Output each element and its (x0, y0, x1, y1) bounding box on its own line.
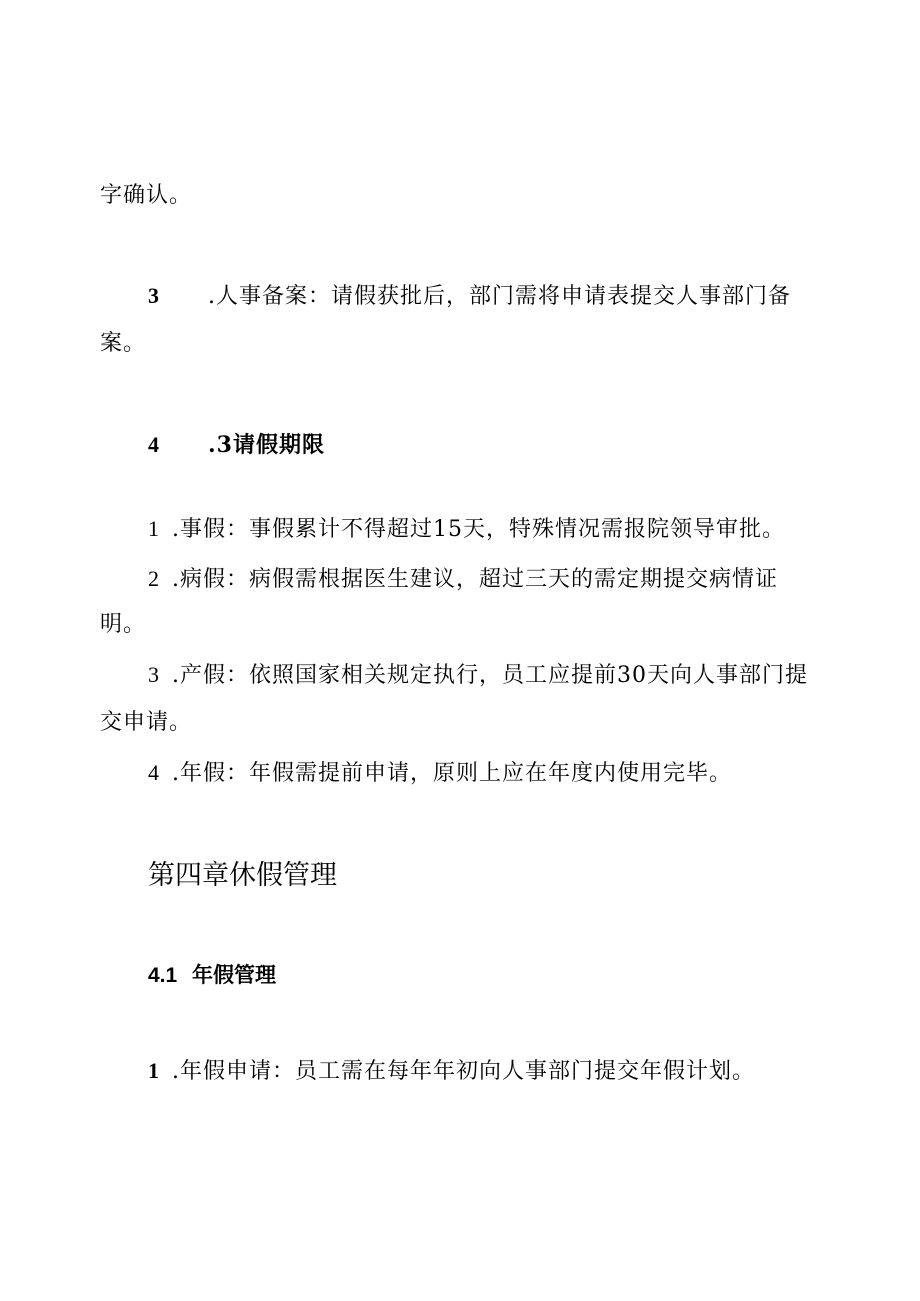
list-item-annual-leave (148, 759, 732, 788)
list-item-annual-application (148, 1057, 755, 1086)
list-item-personal-leave (148, 515, 785, 544)
list-item-number: 4 (148, 760, 160, 785)
list-item-number: 1 (148, 516, 160, 541)
list-item-number: 3 (148, 283, 160, 308)
section-number: 4 (148, 432, 160, 457)
section-heading-4-3 (148, 431, 325, 459)
section-heading-4-1 (148, 961, 276, 990)
list-item-text: .年假申请：员工需在每年年初向人事部门提交年假计划。 (172, 1059, 755, 1084)
list-item-number: 1 (148, 1058, 160, 1083)
list-item-text: .病假：病假需根据医生建议，超过三天的需定期提交病情证 (172, 567, 778, 592)
chapter-heading: 第四章休假管理 (148, 860, 337, 891)
list-item-continuation: 交申请。 (100, 710, 193, 735)
list-item-text: .人事备案：请假获批后，部门需将申请表提交人事部门备 (208, 284, 791, 309)
list-item-text: .事假：事假累计不得超过15天，特殊情况需报院领导审批。 (172, 517, 785, 542)
list-item-continuation: 案。 (100, 331, 147, 356)
list-item-number: 3 (148, 662, 160, 687)
section-title: .3请假期限 (208, 432, 325, 458)
list-item-text: .产假：依照国家相关规定执行，员工应提前30天向人事部门提 (172, 663, 808, 688)
section-title: 年假管理 (192, 963, 276, 987)
list-item-continuation: 明。 (100, 612, 147, 637)
section-number: 4.1 (148, 964, 178, 987)
list-item-sick-leave (148, 565, 778, 594)
list-item-text: .年假：年假需提前申请，原则上应在年度内使用完毕。 (172, 761, 732, 786)
list-item-hr-filing (148, 282, 791, 311)
continuation-text: 字确认。 (100, 183, 193, 208)
list-item-maternity-leave (148, 661, 808, 690)
list-item-number: 2 (148, 566, 160, 591)
